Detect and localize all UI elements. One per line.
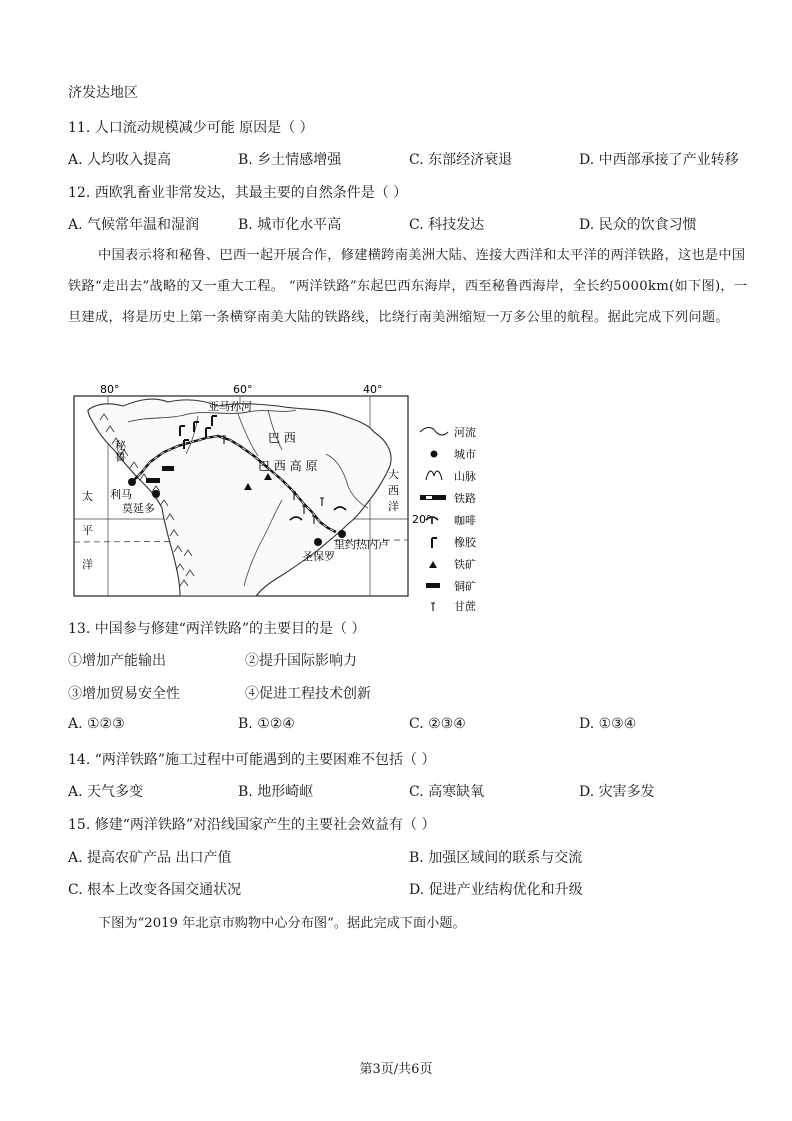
q13-item-3: ③增加贸易安全性 <box>68 686 180 702</box>
legend-label-copper: 铜矿 <box>454 580 476 593</box>
legend-label-coffee: 咖啡 <box>454 514 476 527</box>
q12-option-a: A. 气候常年温和湿润 <box>68 217 200 233</box>
passage-railway: 中国表示将和秘鲁、巴西一起开展合作，修建横跨南美洲大陆、连接大西洋和太平洋的两洋铁路，这也是中国铁路“走出去”战略的又一重大工程。 “两洋铁路”东起巴西东海岸，西至秘鲁西海岸，全长约5000km(如下图)，一旦建成，将是历史上第一条横穿南美大陆的铁路线，比绕行南美洲缩短一万多公里的航程。据此完成下列问题。 <box>68 248 748 325</box>
header-fragment: 济发达地区 <box>68 85 138 101</box>
question-15-stem: 15. 修建“两洋铁路”对沿线国家产生的主要社会效益有（ ） <box>68 817 436 833</box>
city-icon <box>431 451 438 458</box>
q13-item-1: ①增加产能输出 <box>68 653 166 669</box>
iron-ore-icon <box>429 561 437 568</box>
copper-ore-icon <box>426 583 440 588</box>
q12-option-c: C. 科技发达 <box>409 217 485 233</box>
label-brazil: 巴 西 <box>268 431 296 445</box>
q11-option-c: C. 东部经济衰退 <box>409 152 513 168</box>
q11-option-d: D. 中西部承接了产业转移 <box>579 152 739 168</box>
legend-label-rubber: 橡胶 <box>454 536 476 549</box>
legend-label-iron: 铁矿 <box>454 558 476 571</box>
q12-option-d: D. 民众的饮食习惯 <box>579 217 697 233</box>
river-icon <box>420 428 448 436</box>
q13-item-2: ②提升国际影响力 <box>245 653 357 669</box>
lat-label-20: 20° <box>412 513 432 526</box>
passage-beijing-malls: 下图为“2019 年北京市购物中心分布图”。据此完成下面小题。 <box>98 916 466 931</box>
q13-option-c: C. ②③④ <box>409 716 466 732</box>
label-lima: 利马 <box>110 488 132 501</box>
city-saopaulo <box>314 538 322 546</box>
q15-option-b: B. 加强区域间的联系与交流 <box>409 850 583 866</box>
label-pacific-3: 洋 <box>82 558 93 571</box>
q13-option-a: A. ①②③ <box>68 716 125 732</box>
label-atlantic-1: 大 <box>388 468 399 481</box>
q15-option-c: C. 根本上改变各国交通状况 <box>68 882 242 898</box>
label-peru: 秘鲁 <box>113 440 127 462</box>
q11-option-b: B. 乡土情感增强 <box>238 152 342 168</box>
lon-label-60: 60° <box>233 383 253 396</box>
south-america-railway-map <box>68 380 498 613</box>
railway-icon <box>420 495 446 500</box>
question-14-stem: 14. “两洋铁路”施工过程中可能遇到的主要困难不包括（ ） <box>68 752 436 768</box>
label-atlantic-3: 洋 <box>388 500 399 513</box>
sugarcane-icon <box>431 603 435 611</box>
legend-label-city: 城市 <box>454 448 476 461</box>
q14-option-c: C. 高寒缺氧 <box>409 784 485 800</box>
label-plateau: 巴 西 高 原 <box>258 459 318 473</box>
city-moquegua <box>152 490 160 498</box>
q15-option-d: D. 促进产业结构优化和升级 <box>409 882 583 898</box>
q13-option-d: D. ①③④ <box>579 716 637 732</box>
legend-label-railway: 铁路 <box>454 492 476 505</box>
q13-item-4: ④促进工程技术创新 <box>245 686 371 702</box>
q12-option-b: B. 城市化水平高 <box>238 217 342 233</box>
lon-label-80: 80° <box>100 383 120 396</box>
q15-option-a: A. 提高农矿产品 出口产值 <box>68 850 232 866</box>
label-moquegua: 莫延多 <box>122 502 155 515</box>
label-amazon: 亚马孙河 <box>208 400 252 413</box>
mountain-icon <box>426 471 442 480</box>
label-rio: 里约热内卢 <box>334 538 389 551</box>
copper-mine-2 <box>162 466 174 471</box>
question-12-stem: 12. 西欧乳畜业非常发达，其最主要的自然条件是（ ） <box>68 185 408 201</box>
q13-option-b: B. ①②④ <box>238 716 295 732</box>
city-rio <box>338 530 346 538</box>
question-11-stem: 11. 人口流动规模减少可能 原因是（ ） <box>68 120 314 136</box>
label-atlantic-2: 西 <box>388 484 399 497</box>
q14-option-a: A. 天气多变 <box>68 784 144 800</box>
question-13-stem: 13. 中国参与修建“两洋铁路”的主要目的是（ ） <box>68 621 366 637</box>
q14-option-d: D. 灾害多发 <box>579 784 655 800</box>
legend-label-mountain: 山脉 <box>454 470 476 483</box>
copper-mine-1 <box>146 478 160 483</box>
legend-label-river: 河流 <box>454 426 476 439</box>
lon-label-40: 40° <box>363 383 383 396</box>
legend-label-sugarcane: 甘蔗 <box>454 600 476 613</box>
page-number: 第3页/共6页 <box>359 1062 433 1077</box>
city-lima <box>128 478 136 486</box>
q11-option-a: A. 人均收入提高 <box>68 152 172 168</box>
label-pacific-2: 平 <box>82 524 93 537</box>
label-saopaulo: 圣保罗 <box>302 550 335 563</box>
label-pacific-1: 太 <box>82 490 93 503</box>
rubber-icon <box>432 538 437 548</box>
q14-option-b: B. 地形崎岖 <box>238 784 314 800</box>
